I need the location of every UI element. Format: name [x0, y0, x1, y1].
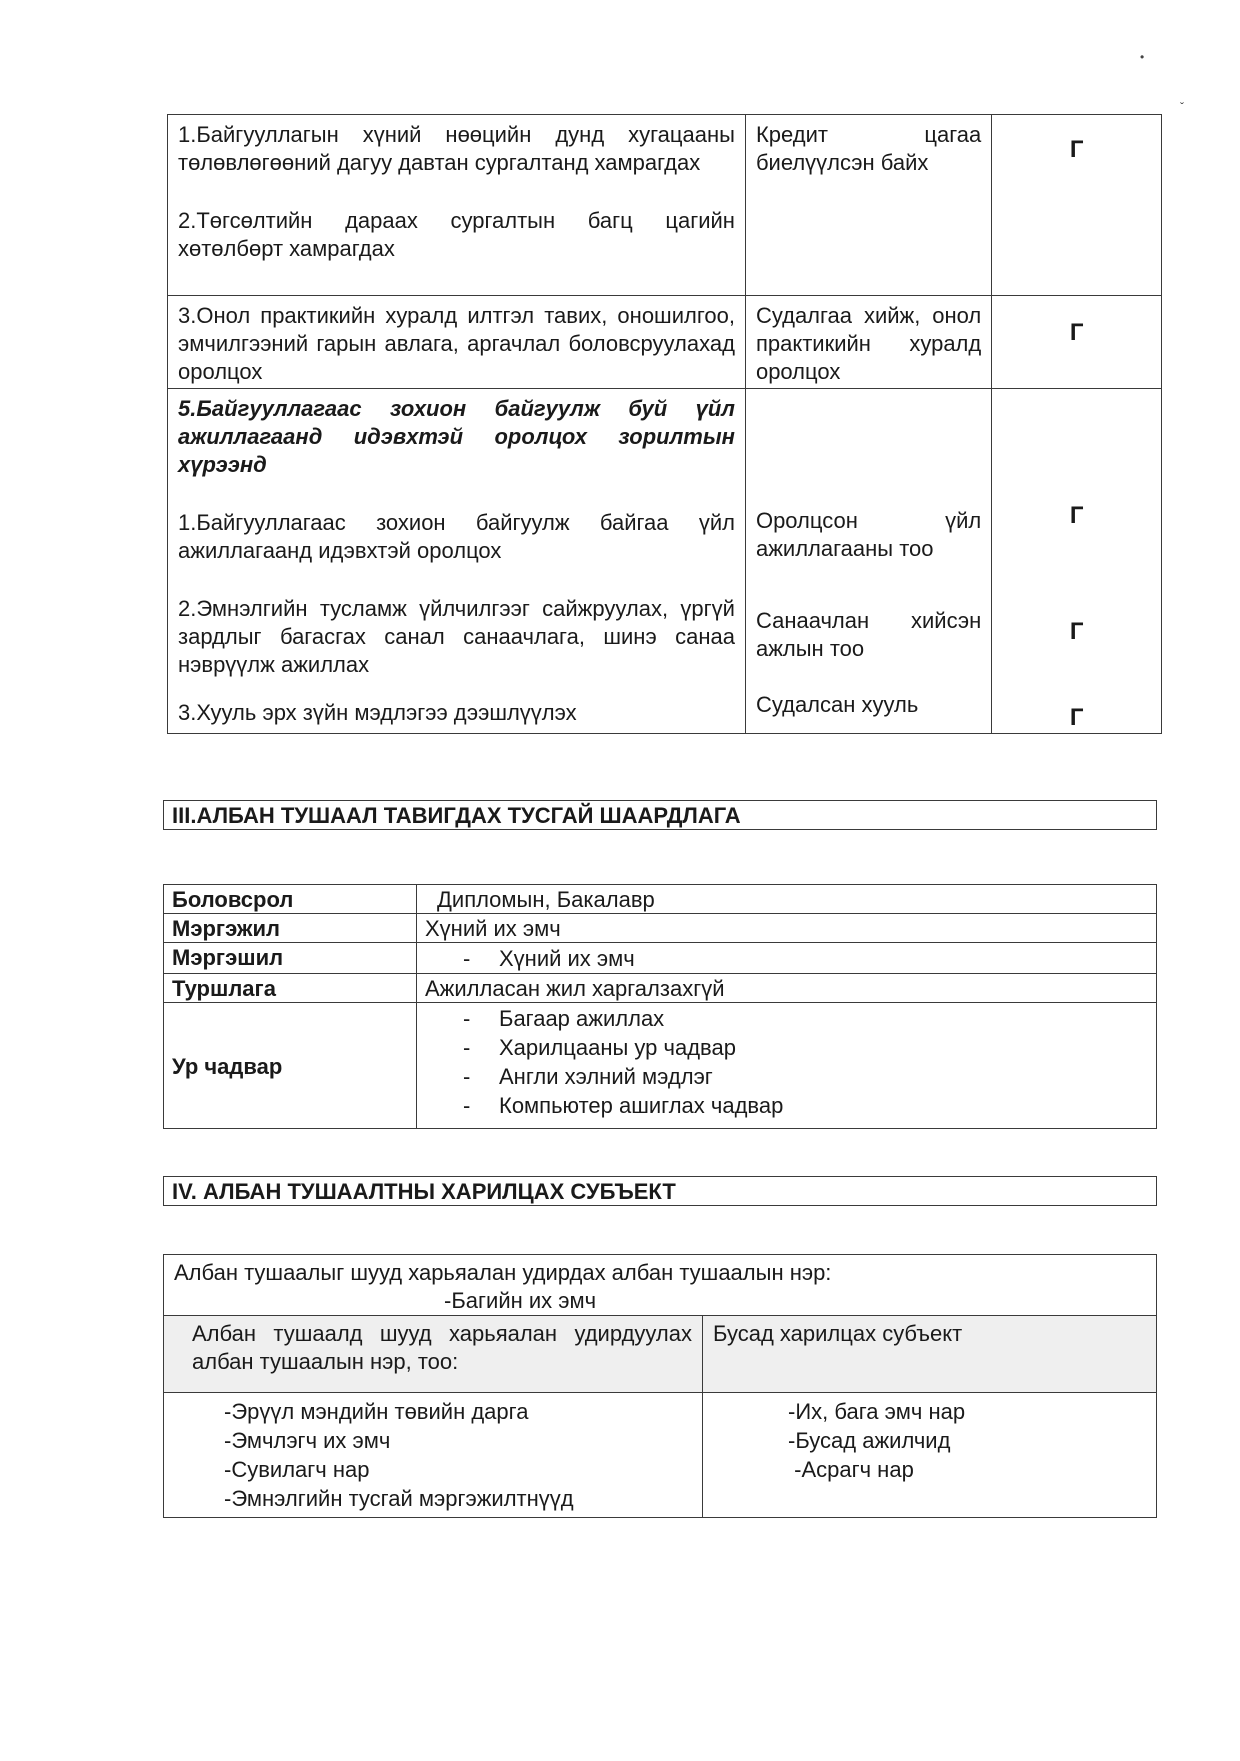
table-row: [168, 115, 1162, 296]
grade-cell: [992, 115, 1162, 296]
goal-item: 3.Онол практикийн хуралд илтгэл тавих, оношилгоо, эмчилгээний гарын авлага, аргачлал боловсруулахад оролцох: [178, 303, 735, 384]
list-item: - Багаар ажиллах: [463, 1004, 1148, 1033]
goal-item: 3.Хууль эрх зүйн мэдлэгээ дээшлүүлэх: [178, 700, 577, 725]
grade-value: Г: [1069, 136, 1084, 163]
goal-item: 2.Төгсөлтийн дараах сургалтын багц цагийн хөтөлбөрт хамрагдах: [178, 208, 735, 261]
table-row: [168, 389, 1162, 734]
requirement-value: Ажилласан жил харгалзахгүй: [417, 974, 1157, 1003]
table-row: [164, 943, 1157, 974]
list-item: - Англи хэлний мэдлэг: [463, 1062, 1148, 1091]
requirement-label: Туршлага: [164, 974, 417, 1003]
list-item: -Их, бага эмч нар: [788, 1399, 966, 1424]
requirement-value: [417, 943, 1157, 974]
requirement-text: Дипломын, Бакалавр: [437, 887, 655, 912]
criterion-cell: [745, 389, 991, 734]
skills-list: [425, 1004, 1148, 1120]
list-item: -Сувилагч нар: [224, 1457, 370, 1482]
goal-item: 2.Эмнэлгийн тусламж үйлчилгээг сайжруулах, үргүй зардлыг багасгах санал санаачлага, шинэ санаа нэврүүлж ажиллах: [178, 596, 735, 677]
goals-criteria-table: [167, 114, 1162, 734]
scan-chevron-mark: ˇ: [1180, 100, 1184, 114]
criterion-cell: Судалгаа хийж, онол практикийн хуралд оролцох: [745, 296, 991, 389]
supervisor-value: -Багийн их эмч: [444, 1288, 597, 1313]
list-item: -Эмчлэгч их эмч: [224, 1428, 391, 1453]
section-5-title: 5.Байгууллагаас зохион байгуулж буй үйл ажиллагаанд идэвхтэй оролцох зорилтын хүрээнд: [178, 396, 735, 477]
section-4-heading: IV. АЛБАН ТУШААЛТНЫ ХАРИЛЦАХ СУБЪЕКТ: [163, 1176, 1157, 1206]
grade-value: Г: [1069, 704, 1084, 731]
list-item: - Харилцааны ур чадвар: [463, 1033, 1148, 1062]
grade-value: Г: [1069, 618, 1084, 645]
supervisor-label: Албан тушаалыг шууд харьяалан удирдах албан тушаалын нэр:: [174, 1260, 832, 1285]
requirement-value: Хүний их эмч: [417, 914, 1157, 943]
table-row: [164, 974, 1157, 1003]
requirements-table: [163, 884, 1157, 1129]
table-row: [164, 1393, 1157, 1518]
criterion-item: Санаачлан хийсэн ажлын тоо: [755, 608, 982, 661]
section-3-heading: III.АЛБАН ТУШААЛ ТАВИГДАХ ТУСГАЙ ШААРДЛАГА: [163, 800, 1157, 830]
scan-dot-mark: •: [1140, 50, 1145, 64]
table-row: [164, 1255, 1157, 1316]
goal-item: 1.Байгууллагаас зохион байгуулж байгаа үйл ажиллагаанд идэвхтэй оролцох: [178, 510, 735, 563]
list-item: -Эрүүл мэндийн төвийн дарга: [224, 1399, 529, 1424]
criterion-item: Судалсан хууль: [755, 692, 919, 717]
grade-cell: [992, 389, 1162, 734]
subordinates-cell: [164, 1393, 703, 1518]
supervisor-cell: [164, 1255, 1157, 1316]
requirement-value: [417, 885, 1157, 914]
goal-cell: [168, 389, 746, 734]
others-header: Бусад харилцах субъект: [703, 1316, 1157, 1393]
list-item: -Эмнэлгийн тусгай мэргэжилтнүүд: [224, 1486, 574, 1511]
requirement-value: [417, 1003, 1157, 1129]
list-item: - Компьютер ашиглах чадвар: [463, 1091, 1148, 1120]
grade-value: Г: [1069, 502, 1084, 529]
goal-cell: [168, 296, 746, 389]
requirement-label: Ур чадвар: [164, 1003, 417, 1129]
table-row: [164, 914, 1157, 943]
goal-cell: [168, 115, 746, 296]
requirement-list: [425, 944, 1148, 973]
requirement-label: Мэргэшил: [164, 943, 417, 974]
requirement-label: Боловсрол: [164, 885, 417, 914]
grade-value: Г: [1069, 319, 1084, 346]
table-row: [168, 296, 1162, 389]
table-row: [164, 1316, 1157, 1393]
others-list: [788, 1397, 1146, 1484]
requirement-label: Мэргэжил: [164, 914, 417, 943]
criterion-cell: Кредит цагаа биелүүлсэн байх: [745, 115, 991, 296]
list-item: -Асрагч нар: [788, 1457, 914, 1482]
subordinates-list: [224, 1397, 692, 1513]
criterion-item: Оролцсон үйл ажиллагааны тоо: [755, 508, 982, 561]
relations-table: [163, 1254, 1157, 1518]
table-row: [164, 885, 1157, 914]
list-item: - Хүний их эмч: [463, 944, 1148, 973]
goal-item: 1.Байгууллагын хүний нөөцийн дунд хугацааны төлөвлөгөөний дагуу давтан сургалтанд хамрагдах: [178, 122, 735, 175]
table-row: [164, 1003, 1157, 1129]
grade-cell: [992, 296, 1162, 389]
list-item: -Бусад ажилчид: [788, 1428, 951, 1453]
subordinates-header: Албан тушаалд шууд харьяалан удирдуулах албан тушаалын нэр, тоо:: [164, 1316, 703, 1393]
others-cell: [703, 1393, 1157, 1518]
